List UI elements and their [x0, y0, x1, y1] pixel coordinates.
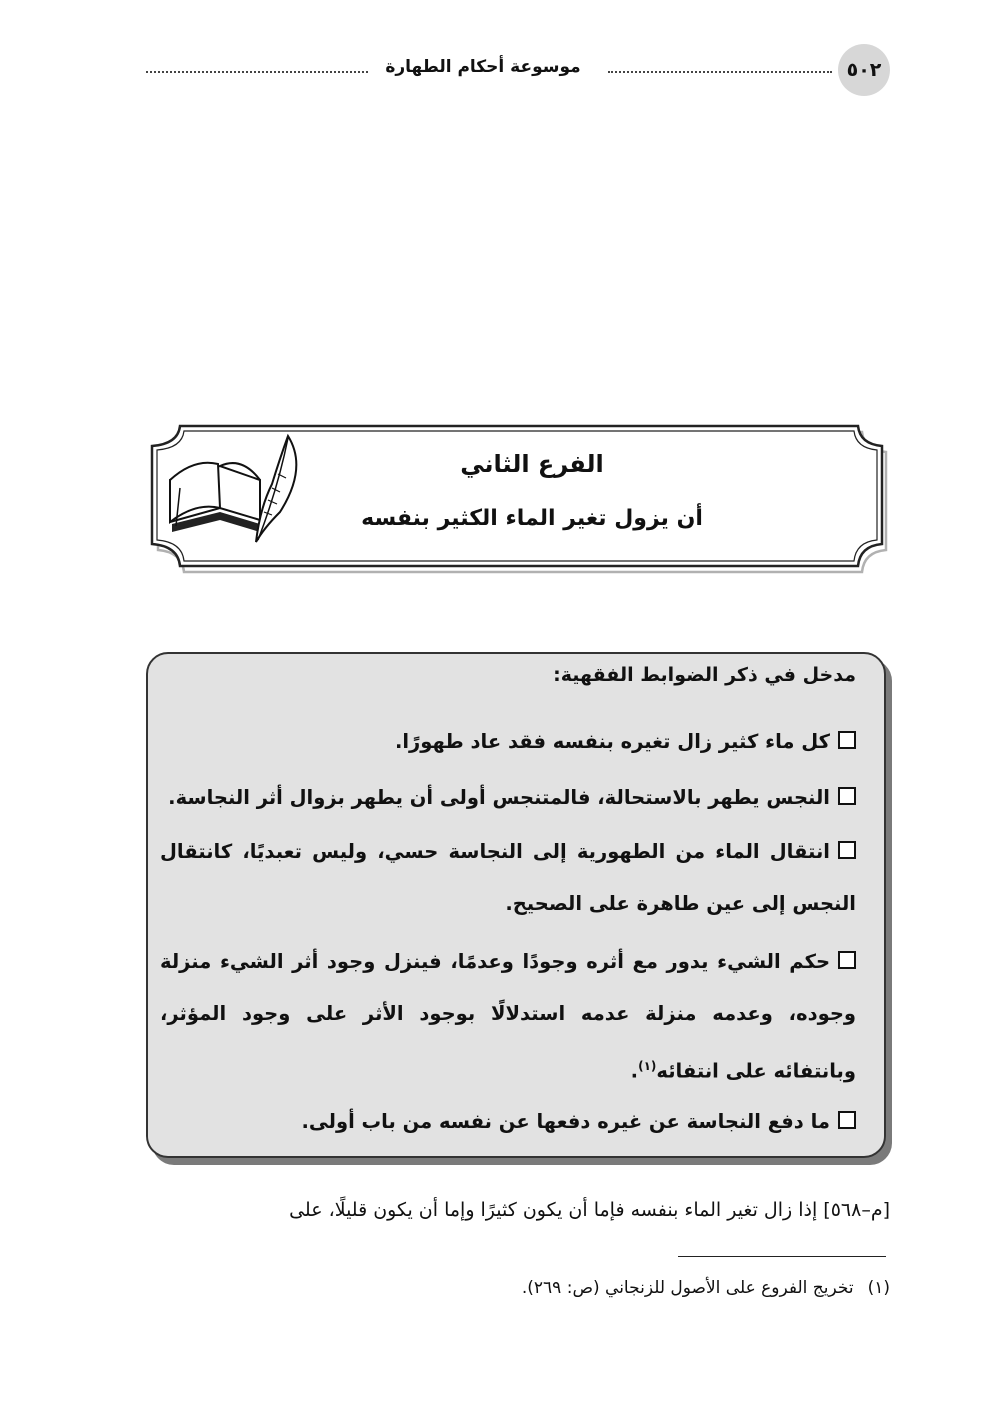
checkbox-icon: [838, 731, 856, 749]
header-dotted-rule-left: [146, 71, 368, 73]
footnote-text: تخريج الفروع على الأصول للزنجاني (ص: ٢٦٩).: [521, 1278, 854, 1298]
section-subtitle: أن يزول تغير الماء الكثير بنفسه: [361, 506, 703, 531]
checkbox-icon: [838, 787, 856, 805]
body-paragraph: [م–٥٦٨] إذا زال تغير الماء بنفسه فإما أن يكون كثيرًا وإما أن يكون قليلًا، على: [289, 1199, 890, 1221]
fiqh-rules-box: [146, 652, 886, 1158]
footnote: [522, 1278, 890, 1298]
section-title: الفرع الثاني: [460, 450, 604, 478]
rule-text: ما دفع النجاسة عن غيره دفعها عن نفسه من باب أولى.: [301, 1110, 830, 1133]
footnote-reference[interactable]: (١): [638, 1059, 657, 1073]
book-and-quill-icon: [160, 428, 310, 548]
checkbox-icon: [838, 1111, 856, 1129]
rule-item: [160, 826, 856, 930]
rule-item: [160, 1096, 856, 1148]
rule-item: [160, 772, 856, 824]
rule-item: [160, 936, 856, 1098]
rule-text: انتقال الماء من الطهورية إلى النجاسة حسي، وليس تعبديًا، كانتقال النجس إلى عين طاهرة على الصحيح.: [160, 840, 856, 915]
rule-text: حكم الشيء يدور مع أثره وجودًا وعدمًا، فينزل وجود أثر الشيء منزلة وجوده، وعدمه منزلة عدمه استدلالًا بوجود الأثر على وجود المؤثر، وبانتفائه على انتفائه: [160, 950, 856, 1083]
rules-box-heading: مدخل في ذكر الضوابط الفقهية:: [553, 664, 856, 686]
rule-text: كل ماء كثير زال تغيره بنفسه فقد عاد طهورًا.: [394, 730, 830, 753]
footnote-separator: [678, 1256, 886, 1257]
rule-item: [160, 716, 856, 768]
checkbox-icon: [838, 951, 856, 969]
footnote-number: (١): [867, 1278, 890, 1298]
rule-end-punctuation: .: [630, 1059, 639, 1083]
section-title-frame: [146, 420, 892, 578]
header-dotted-rule-right: [608, 71, 832, 73]
checkbox-icon: [838, 841, 856, 859]
page-number: ٥٠٢: [838, 44, 890, 96]
rule-text: النجس يطهر بالاستحالة، فالمتنجس أولى أن يطهر بزوال أثر النجاسة.: [168, 786, 830, 809]
page-header: [146, 44, 890, 96]
running-title: موسوعة أحكام الطهارة: [385, 57, 581, 77]
